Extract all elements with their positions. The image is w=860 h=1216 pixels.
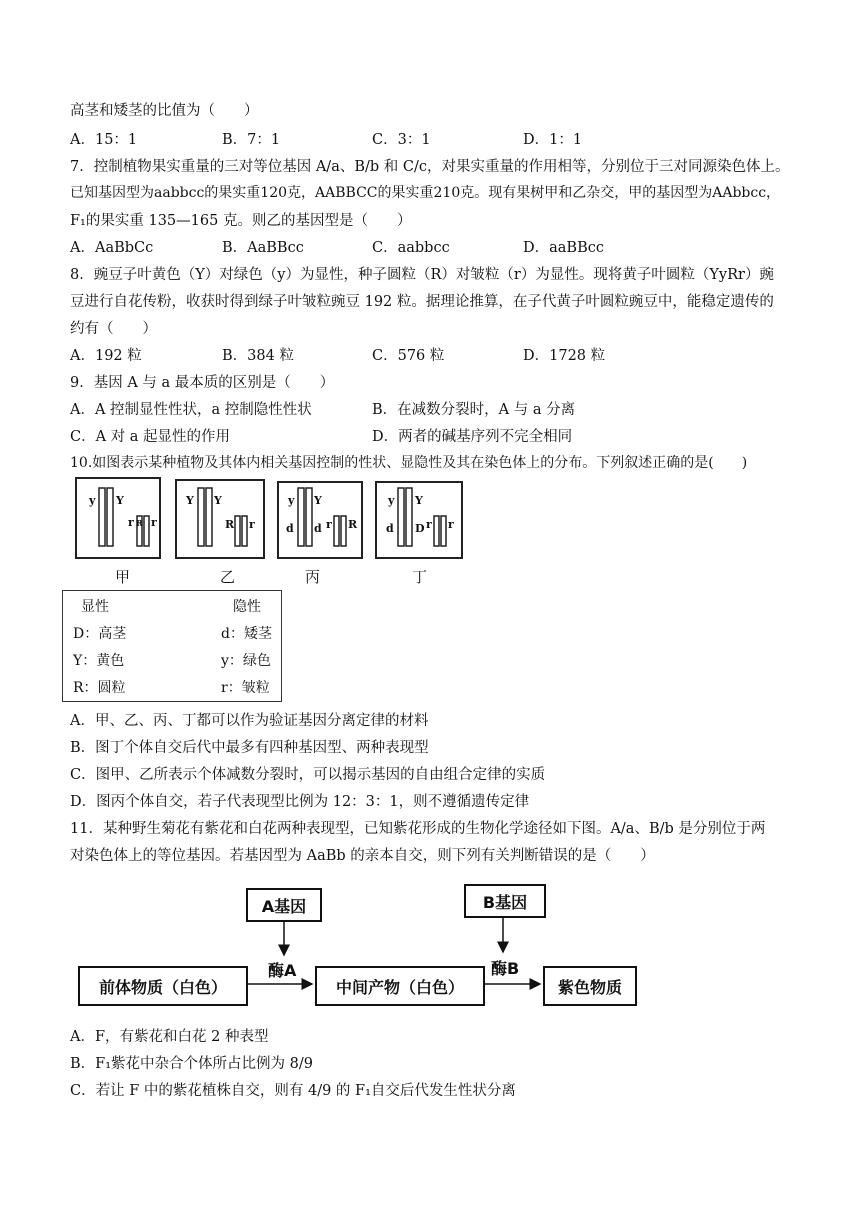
q11-option-c: C．若让 F 中的紫花植株自交，则有 4/9 的 F₁自交后代发生性状分离: [70, 1083, 516, 1099]
q10-option-c: C．图甲、乙所表示个体减数分裂时，可以揭示基因的自由组合定律的实质: [70, 767, 546, 783]
q8-option-d: D．1728 粒: [523, 348, 606, 364]
q8-option-a: A．192 粒: [70, 348, 142, 364]
q11-option-b: B．F₁紫花中杂合个体所占比例为 8/9: [70, 1056, 313, 1072]
bing-label-4: d: [314, 522, 322, 535]
ding-label-3: d: [386, 522, 394, 535]
q7-stem-line-3: F₁的果实重 135—165 克。则乙的基因型是（ ）: [70, 213, 412, 229]
bing-label-1: y: [288, 494, 295, 507]
legend-dominant-y: Y：黄色: [73, 653, 125, 669]
ding-label-5: r: [426, 518, 432, 531]
bing-label-2: Y: [314, 494, 322, 507]
bing-label-6: R: [348, 518, 358, 531]
legend-header-recessive: 隐性: [233, 599, 261, 615]
gene-a-label: A基因: [261, 896, 307, 916]
jia-label-1: y: [89, 494, 96, 507]
legend-recessive-y: y：绿色: [221, 653, 271, 669]
gene-b-label: B基因: [482, 892, 528, 912]
precursor-label: 前体物质（白色）: [98, 977, 227, 997]
q6-stem-tail: 高茎和矮茎的比值为（ ）: [70, 103, 259, 119]
q10-option-a: A．甲、乙、丙、丁都可以作为验证基因分离定律的材料: [70, 713, 429, 729]
q6-option-a: A．15：1: [70, 132, 138, 148]
caption-yi: 乙: [220, 568, 236, 586]
enzyme-b-label: 酶B: [491, 959, 520, 978]
q10-option-b: B．图丁个体自交后代中最多有四种基因型、两种表现型: [70, 740, 429, 756]
q8-stem-line-2: 豆进行自花传粉，收获时得到绿子叶皱粒豌豆 192 粒。据理论推算，在子代黄子叶圆粒豌豆中，能稳定遗传的: [70, 294, 774, 310]
q10-stem: 10.如图表示某种植物及其体内相关基因控制的性状、显隐性及其在染色体上的分布。下列叙述正确的是( ): [70, 455, 748, 471]
bing-label-5: r: [326, 518, 332, 531]
q8-stem-line-3: 约有（ ）: [70, 321, 157, 337]
legend-recessive-d: d：矮茎: [221, 626, 272, 642]
bing-label-3: d: [286, 522, 294, 535]
ding-label-2: Y: [415, 494, 423, 507]
q11-stem-line-1: 11．某种野生菊花有紫花和白花两种表现型，已知紫花形成的生物化学途径如下图。A/a、B/b 是分别位于两: [70, 821, 766, 837]
legend-recessive-r: r：皱粒: [221, 680, 270, 696]
ding-label-4: D: [415, 522, 425, 535]
enzyme-a-label: 酶A: [268, 961, 297, 980]
q9-option-b: B．在减数分裂时，A 与 a 分离: [372, 402, 576, 418]
q7-option-c: C．aabbcc: [372, 240, 450, 256]
caption-bing: 丙: [305, 568, 321, 586]
q7-option-a: A．AaBbCc: [70, 240, 154, 256]
q9-option-a: A．A 控制显性性状，a 控制隐性性状: [70, 402, 312, 418]
jia-label-2: Y: [116, 494, 124, 507]
yi-label-3: R: [225, 518, 235, 531]
jia-label-4: R: [136, 518, 143, 528]
jia-label-3: r: [128, 516, 134, 529]
q7-stem-line-2: 已知基因型为aabbcc的果实重120克，AABBCC的果实重210克。现有果树甲和乙杂交，甲的基因型为AAbbcc，: [70, 185, 781, 201]
q11-stem-line-2: 对染色体上的等位基因。若基因型为 AaBb 的亲本自交，则下列有关判断错误的是（ ）: [70, 848, 655, 864]
legend-dominant-r: R：圆粒: [73, 680, 126, 696]
yi-label-1: Y: [186, 494, 194, 507]
q8-stem-line-1: 8．豌豆子叶黄色（Y）对绿色（y）为显性，种子圆粒（R）对皱粒（r）为显性。现将黄子叶圆粒（YyRr）豌: [70, 267, 774, 283]
q8-option-c: C．576 粒: [372, 348, 445, 364]
legend-header-dominant: 显性: [81, 599, 109, 615]
legend-dominant-d: D：高茎: [73, 626, 127, 642]
ding-label-6: r: [448, 518, 454, 531]
q7-option-d: D．aaBBcc: [523, 240, 604, 256]
jia-label-5: r: [151, 516, 157, 529]
q6-option-d: D．1：1: [523, 132, 583, 148]
caption-jia: 甲: [115, 568, 131, 586]
q9-stem: 9．基因 A 与 a 最本质的区别是（ ）: [70, 375, 335, 391]
q7-option-b: B．AaBBcc: [222, 240, 304, 256]
q6-option-b: B．7：1: [222, 132, 281, 148]
intermediate-label: 中间产物（白色）: [335, 977, 464, 997]
q8-option-b: B．384 粒: [222, 348, 294, 364]
q9-option-d: D．两者的碱基序列不完全相同: [372, 429, 573, 445]
ding-label-1: y: [388, 494, 395, 507]
q9-option-c: C．A 对 a 起显性的作用: [70, 429, 231, 445]
q10-option-d: D．图丙个体自交，若子代表现型比例为 12：3：1，则不遵循遗传定律: [70, 794, 530, 810]
yi-label-2: Y: [214, 494, 222, 507]
q7-stem-line-1: 7．控制植物果实重量的三对等位基因 A/a、B/b 和 C/c，对果实重量的作用相等，分别位于三对同源染色体上。: [70, 159, 790, 175]
caption-ding: 丁: [412, 568, 428, 586]
q6-option-c: C．3：1: [372, 132, 431, 148]
yi-label-4: r: [249, 518, 255, 531]
product-label: 紫色物质: [557, 977, 622, 997]
q11-option-a: A．F，有紫花和白花 2 种表型: [70, 1029, 269, 1045]
